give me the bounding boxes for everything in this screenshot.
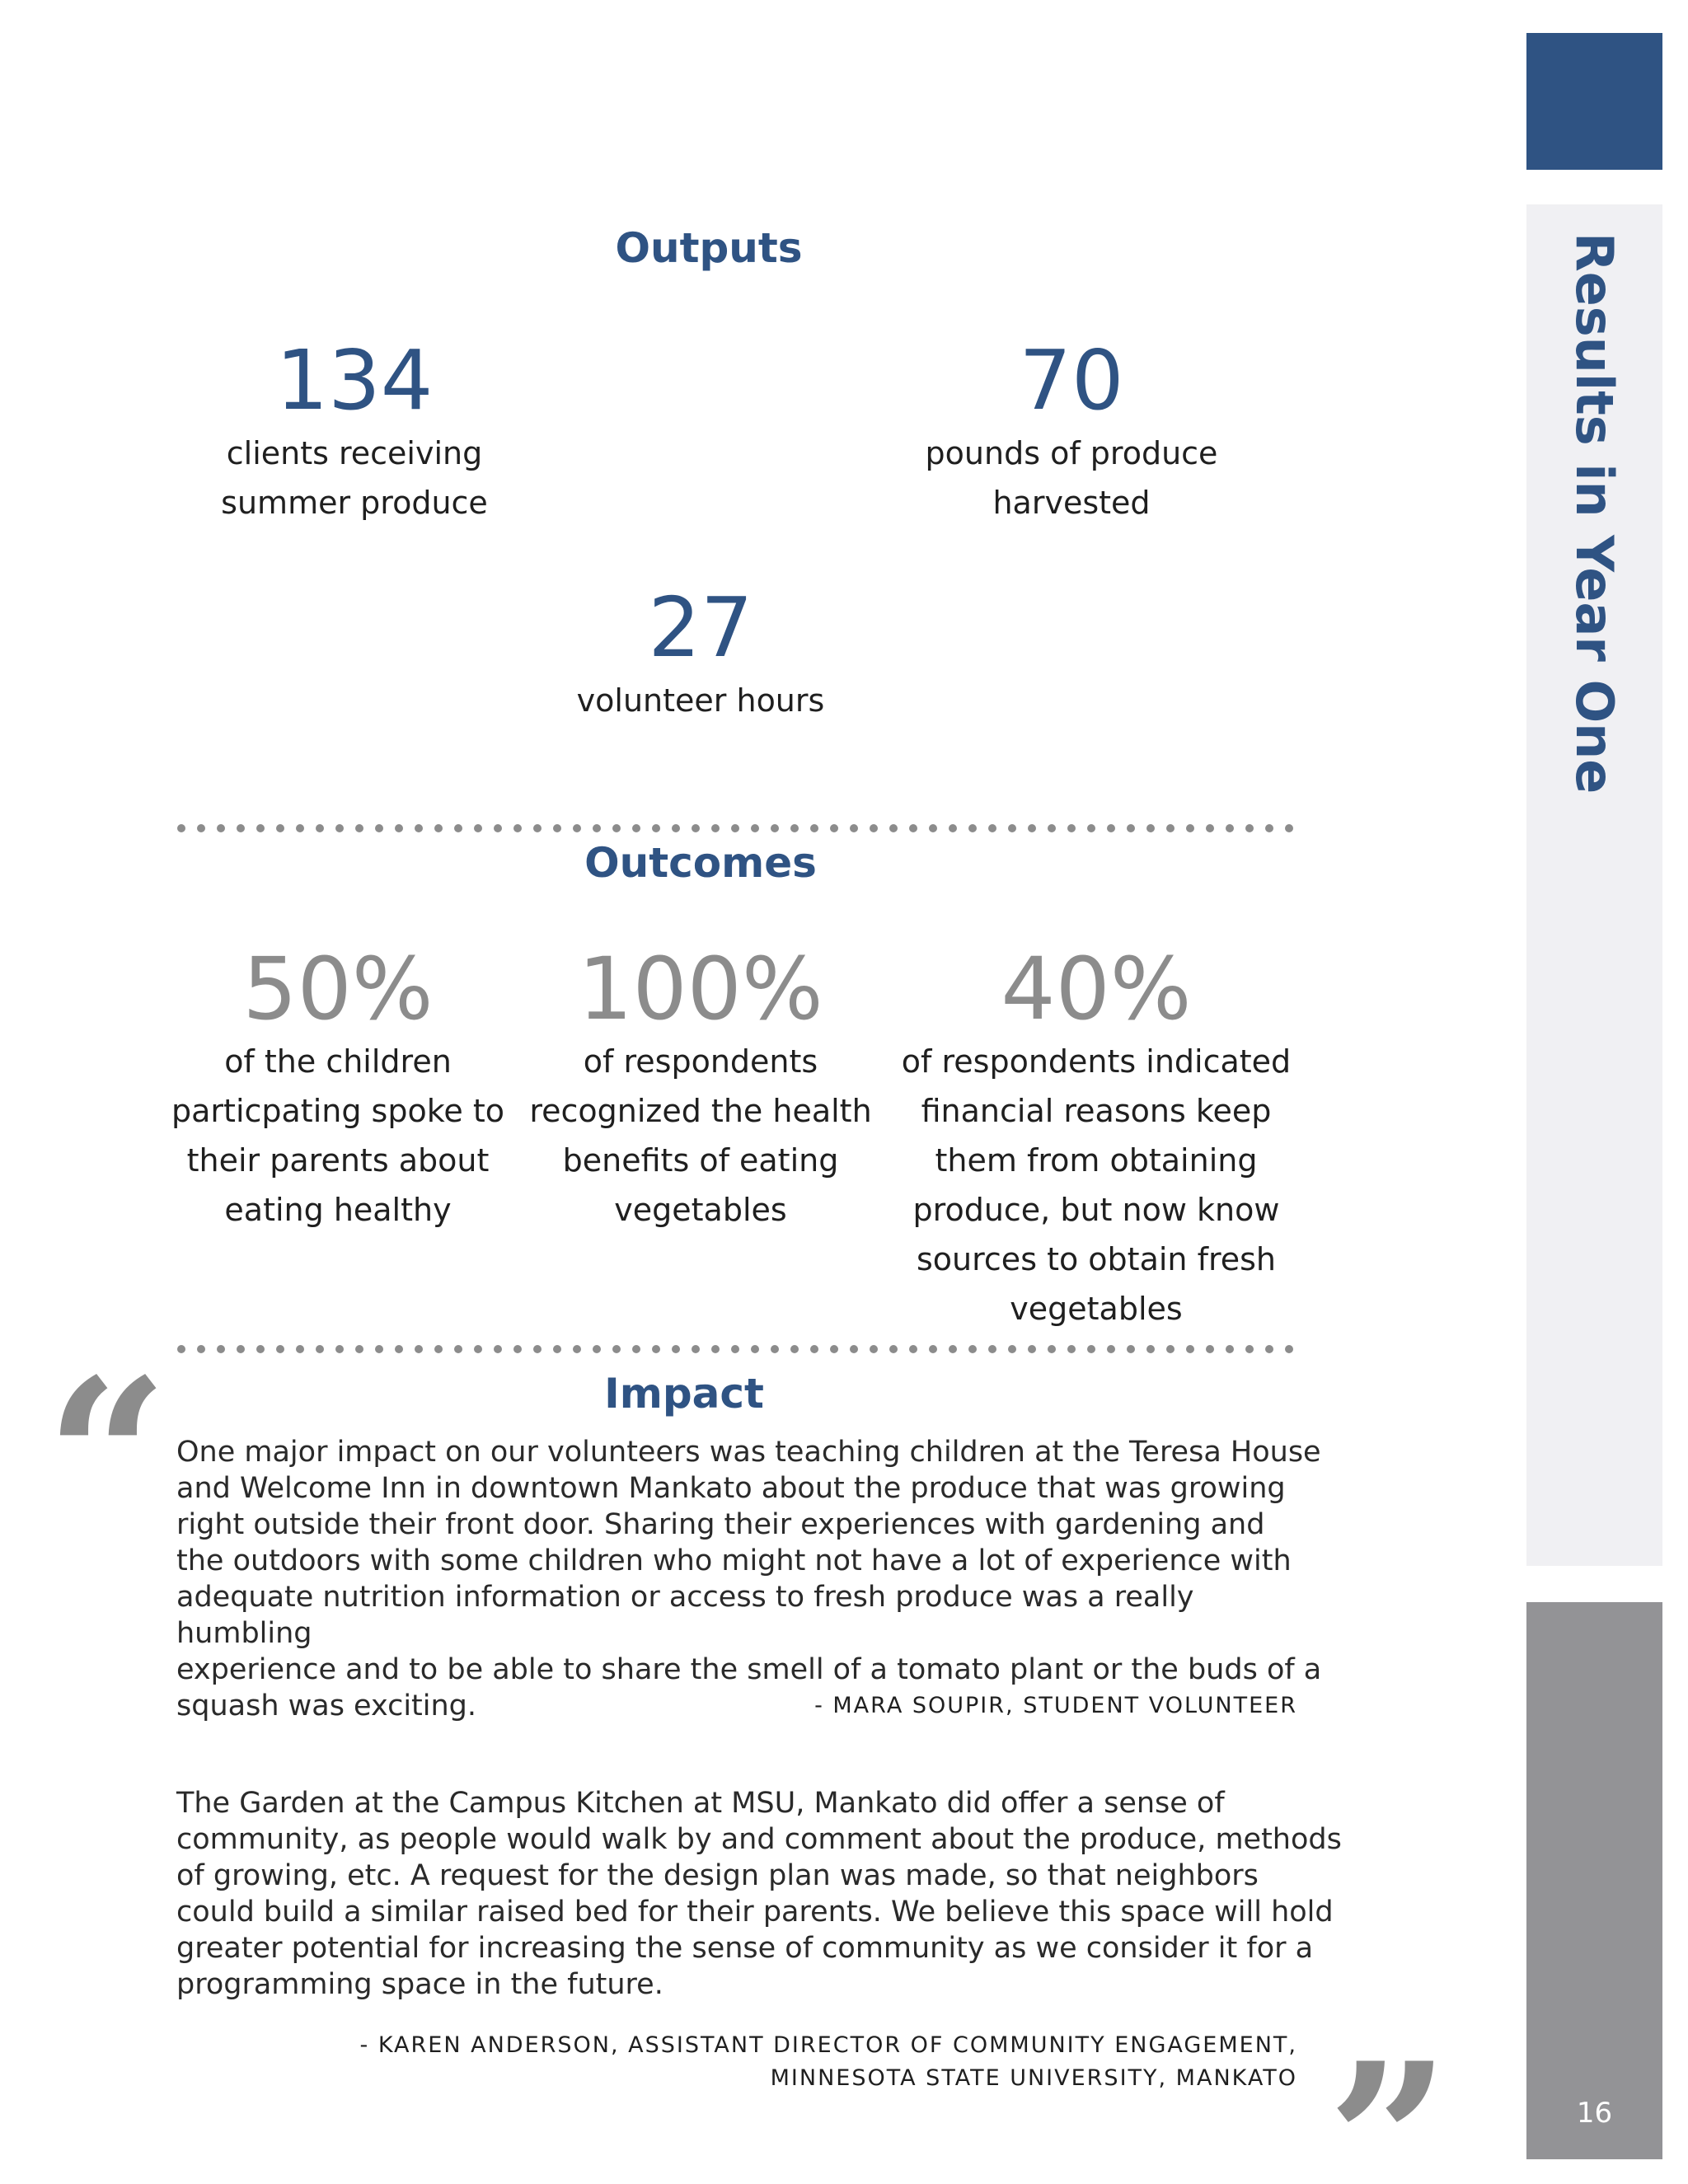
divider-dot — [415, 1345, 423, 1353]
output-stat-hours — [511, 579, 890, 725]
quote-line: programming space in the future. — [176, 1968, 663, 2001]
divider-dot — [909, 1345, 917, 1353]
divider-dot — [256, 824, 265, 832]
divider-dot — [454, 824, 462, 832]
divider-dot — [949, 824, 957, 832]
divider-dot — [632, 824, 640, 832]
divider-dot — [553, 824, 561, 832]
divider-dot — [771, 1345, 779, 1353]
divider-dot — [494, 824, 502, 832]
outcome-stat-children — [165, 939, 511, 1235]
divider-dot — [1285, 1345, 1293, 1353]
output-stat-clients — [165, 332, 544, 527]
sidebar-title — [1526, 204, 1662, 831]
divider-dot — [494, 1345, 502, 1353]
divider-dot — [870, 824, 878, 832]
quote-line: squash was exciting. — [176, 1690, 477, 1722]
divider-dot — [593, 1345, 601, 1353]
quote-line: greater potential for increasing the sense of community as we consider it for a — [176, 1932, 1314, 1965]
outcome-label-line: financial reasons keep — [921, 1093, 1272, 1129]
dotted-divider — [175, 1343, 1297, 1355]
divider-dot — [968, 1345, 977, 1353]
divider-dot — [1285, 824, 1293, 832]
outcome-stat-financial — [898, 939, 1294, 1333]
divider-dot — [454, 1345, 462, 1353]
divider-dot — [850, 824, 858, 832]
divider-dot — [256, 1345, 265, 1353]
divider-dot — [177, 1345, 185, 1353]
outcome-label-line: produce, but now know — [912, 1192, 1280, 1228]
quote-line: right outside their front door. Sharing their experiences with gardening and — [176, 1508, 1265, 1541]
quote-2-attribution — [176, 2029, 1297, 2095]
quote-line: The Garden at the Campus Kitchen at MSU, Mankato did offer a sense of — [176, 1787, 1225, 1820]
divider-dot — [810, 1345, 818, 1353]
sidebar-footer-block — [1526, 1602, 1662, 2159]
divider-dot — [889, 824, 898, 832]
divider-dot — [692, 824, 700, 832]
divider-dot — [1008, 1345, 1016, 1353]
outcomes-heading: Outcomes — [584, 839, 817, 887]
outcome-label-line: them from obtaining — [935, 1142, 1258, 1179]
divider-dot — [1265, 824, 1273, 832]
divider-dot — [237, 824, 245, 832]
quote-line: could build a similar raised bed for their parents. We believe this space will hold — [176, 1896, 1334, 1929]
divider-dot — [395, 1345, 403, 1353]
divider-dot — [652, 824, 660, 832]
divider-dot — [276, 1345, 284, 1353]
outcome-value: 50% — [242, 939, 434, 1039]
divider-dot — [1265, 1345, 1273, 1353]
divider-dot — [513, 824, 522, 832]
stat-label-line: volunteer hours — [576, 682, 825, 719]
divider-dot — [692, 1345, 700, 1353]
outcome-label-line: vegetables — [1010, 1291, 1183, 1327]
outcome-label-line: recognized the health — [529, 1093, 872, 1129]
outcome-label — [898, 1037, 1294, 1333]
divider-dot — [533, 824, 542, 832]
divider-dot — [513, 1345, 522, 1353]
output-stat-pounds — [882, 332, 1261, 527]
divider-dot — [1245, 824, 1254, 832]
divider-dot — [573, 1345, 581, 1353]
divider-dot — [316, 824, 324, 832]
divider-dot — [1087, 1345, 1095, 1353]
outcome-label-line: eating healthy — [224, 1192, 452, 1228]
stat-value: 70 — [1019, 332, 1124, 429]
divider-dot — [672, 1345, 680, 1353]
outcome-label-line: their parents about — [186, 1142, 490, 1179]
divider-dot — [197, 1345, 205, 1353]
divider-dot — [593, 824, 601, 832]
divider-dot — [197, 824, 205, 832]
divider-dot — [632, 1345, 640, 1353]
quote-1-attribution: - MARA SOUPIR, STUDENT VOLUNTEER — [814, 1693, 1297, 1718]
divider-dot — [790, 824, 799, 832]
divider-dot — [335, 824, 344, 832]
divider-dot — [1087, 824, 1095, 832]
close-quote-icon: ” — [1327, 2017, 1451, 2184]
divider-dot — [1166, 1345, 1175, 1353]
stat-label-line: clients receiving — [226, 435, 483, 471]
divider-dot — [434, 1345, 443, 1353]
open-quote-icon: “ — [45, 1333, 169, 1584]
outcome-label-line: sources to obtain fresh — [917, 1241, 1276, 1277]
stat-label-line: pounds of produce — [925, 435, 1218, 471]
impact-quote-1 — [176, 1434, 1330, 1724]
divider-dot — [612, 824, 621, 832]
divider-dot — [296, 824, 304, 832]
sidebar-accent-block — [1526, 33, 1662, 170]
divider-dot — [375, 824, 383, 832]
divider-dot — [316, 1345, 324, 1353]
divider-dot — [870, 1345, 878, 1353]
quote-line: One major impact on our volunteers was teaching children at the Teresa House — [176, 1436, 1321, 1469]
divider-dot — [1206, 1345, 1214, 1353]
stat-label-line: harvested — [992, 485, 1151, 521]
divider-dot — [1226, 1345, 1234, 1353]
divider-dot — [1107, 824, 1115, 832]
stat-value: 134 — [275, 332, 434, 429]
divider-dot — [177, 824, 185, 832]
divider-dot — [296, 1345, 304, 1353]
divider-dot — [949, 1345, 957, 1353]
divider-dot — [751, 824, 759, 832]
divider-dot — [1008, 824, 1016, 832]
quote-line: of growing, etc. A request for the design plan was made, so that neighbors — [176, 1859, 1259, 1892]
divider-dot — [1048, 1345, 1056, 1353]
dotted-divider — [175, 823, 1297, 834]
divider-dot — [1048, 824, 1056, 832]
divider-dot — [850, 1345, 858, 1353]
divider-dot — [1206, 824, 1214, 832]
divider-dot — [889, 1345, 898, 1353]
outcome-label-line: particpating spoke to — [171, 1093, 504, 1129]
divider-dot — [1146, 824, 1155, 832]
divider-dot — [771, 824, 779, 832]
divider-dot — [217, 1345, 225, 1353]
page-number: 16 — [1576, 2097, 1613, 2130]
divider-dot — [1186, 1345, 1194, 1353]
divider-dot — [731, 824, 739, 832]
stat-label-line: summer produce — [221, 485, 488, 521]
divider-dot — [1166, 824, 1175, 832]
impact-heading: Impact — [604, 1370, 764, 1418]
divider-dot — [375, 1345, 383, 1353]
quote-line: adequate nutrition information or access to fresh produce was a really humbling — [176, 1581, 1194, 1650]
stat-value: 27 — [648, 579, 753, 676]
divider-dot — [929, 1345, 937, 1353]
stat-label — [882, 429, 1261, 527]
outcome-label — [528, 1037, 874, 1235]
sidebar-title-text: Results in Year One — [1564, 232, 1625, 794]
divider-dot — [217, 824, 225, 832]
divider-dot — [810, 824, 818, 832]
stat-label — [165, 429, 544, 527]
outcome-label-line: of the children — [224, 1043, 452, 1080]
divider-dot — [573, 824, 581, 832]
outcome-value: 40% — [1001, 939, 1192, 1039]
divider-dot — [1067, 824, 1076, 832]
divider-dot — [612, 1345, 621, 1353]
divider-dot — [672, 824, 680, 832]
divider-dot — [751, 1345, 759, 1353]
outcome-label-line: vegetables — [614, 1192, 787, 1228]
divider-dot — [909, 824, 917, 832]
divider-dot — [1067, 1345, 1076, 1353]
quote-line: and Welcome Inn in downtown Mankato about the produce that was growing — [176, 1472, 1286, 1505]
divider-dot — [355, 1345, 363, 1353]
divider-dot — [1245, 1345, 1254, 1353]
outputs-heading: Outputs — [615, 224, 803, 272]
divider-dot — [711, 1345, 720, 1353]
outcome-label — [165, 1037, 511, 1235]
divider-dot — [652, 1345, 660, 1353]
divider-dot — [1226, 824, 1234, 832]
divider-dot — [395, 824, 403, 832]
divider-dot — [276, 824, 284, 832]
divider-dot — [711, 824, 720, 832]
outcome-label-line: of respondents — [583, 1043, 818, 1080]
divider-dot — [434, 824, 443, 832]
attribution-line: - KAREN ANDERSON, ASSISTANT DIRECTOR OF COMMUNITY ENGAGEMENT, — [359, 2032, 1297, 2058]
divider-dot — [1107, 1345, 1115, 1353]
divider-dot — [731, 1345, 739, 1353]
divider-dot — [1127, 1345, 1135, 1353]
divider-dot — [1028, 824, 1036, 832]
divider-dot — [553, 1345, 561, 1353]
attribution-line: MINNESOTA STATE UNIVERSITY, MANKATO — [770, 2065, 1297, 2091]
divider-dot — [415, 824, 423, 832]
divider-dot — [335, 1345, 344, 1353]
divider-dot — [790, 1345, 799, 1353]
divider-dot — [1028, 1345, 1036, 1353]
divider-dot — [929, 824, 937, 832]
outcome-value: 100% — [578, 939, 823, 1039]
divider-dot — [474, 1345, 482, 1353]
divider-dot — [830, 1345, 838, 1353]
quote-line: community, as people would walk by and comment about the produce, methods — [176, 1823, 1342, 1856]
divider-dot — [968, 824, 977, 832]
divider-dot — [988, 1345, 996, 1353]
quote-line: experience and to be able to share the smell of a tomato plant or the buds of a — [176, 1653, 1322, 1686]
outcome-stat-respondents-health — [528, 939, 874, 1235]
divider-dot — [1186, 824, 1194, 832]
quote-line: the outdoors with some children who might not have a lot of experience with — [176, 1544, 1292, 1577]
impact-quote-2 — [176, 1785, 1347, 2003]
divider-dot — [355, 824, 363, 832]
outcome-label-line: of respondents indicated — [901, 1043, 1292, 1080]
divider-dot — [237, 1345, 245, 1353]
divider-dot — [474, 824, 482, 832]
divider-dot — [1146, 1345, 1155, 1353]
divider-dot — [533, 1345, 542, 1353]
divider-dot — [988, 824, 996, 832]
divider-dot — [1127, 824, 1135, 832]
outcome-label-line: benefits of eating — [562, 1142, 839, 1179]
divider-dot — [830, 824, 838, 832]
stat-label — [511, 676, 890, 725]
